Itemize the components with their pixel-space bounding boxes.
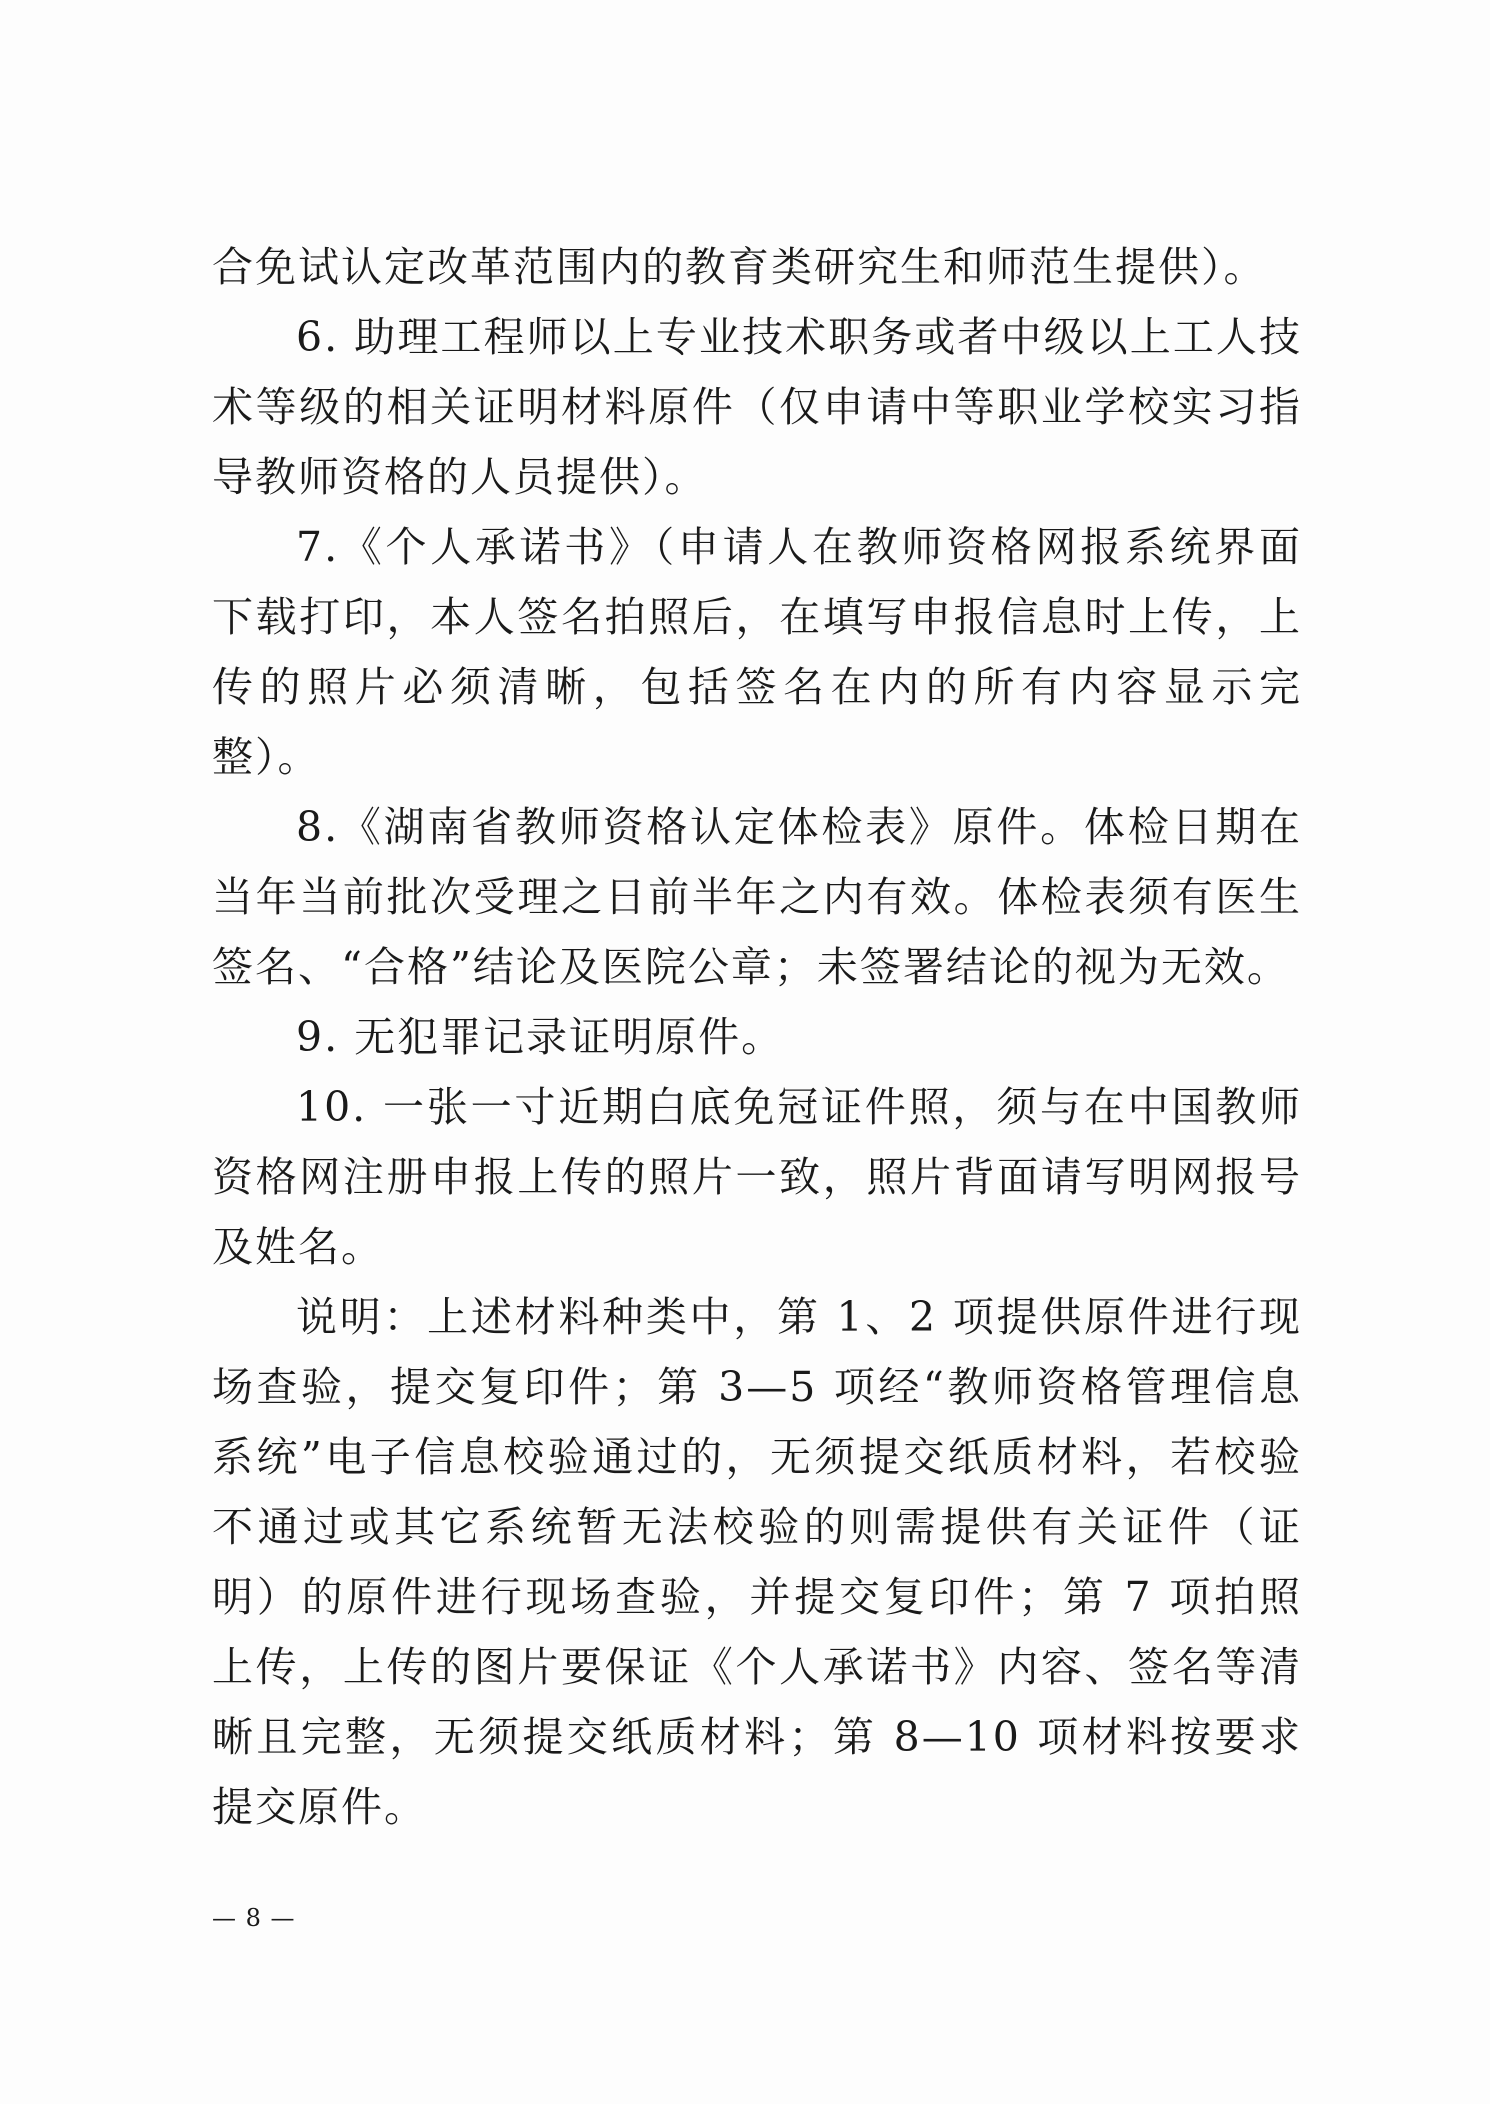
paragraph-item-9: 9. 无犯罪记录证明原件。 bbox=[296, 1013, 785, 1061]
paragraph-note: 说明：上述材料种类中，第 1、2 项提供原件进行现场查验，提交复印件；第 3—5 项经“教师资格管理信息系统”电子信息校验通过的，无须提交纸质材料，若校验不通过或其它系统暂无法校验的则需提供有关证件（证明）的原件进行现场查验，并提交复印件；第 7 项拍照上传，上传的图片要保证《个人承诺书》内容、签名等清晰且完整，无须提交纸质材料；第 8—10 项材料按要求提交原件。 bbox=[212, 1293, 1302, 1831]
paragraph-item-7: 7.《个人承诺书》（申请人在教师资格网报系统界面下载打印，本人签名拍照后，在填写申报信息时上传，上传的照片必须清晰，包括签名在内的所有内容显示完整）。 bbox=[212, 523, 1302, 781]
paragraph-item-10: 10. 一张一寸近期白底免冠证件照，须与在中国教师资格网注册申报上传的照片一致，照片背面请写明网报号及姓名。 bbox=[212, 1083, 1302, 1271]
paragraph-item-6: 6. 助理工程师以上专业技术职务或者中级以上工人技术等级的相关证明材料原件（仅申请中等职业学校实习指导教师资格的人员提供）。 bbox=[212, 313, 1302, 501]
page-number: — 8 — bbox=[212, 1904, 296, 1932]
document-body bbox=[212, 232, 1302, 1842]
paragraph-item-8: 8.《湖南省教师资格认定体检表》原件。体检日期在当年当前批次受理之日前半年之内有效。体检表须有医生签名、“合格”结论及医院公章；未签署结论的视为无效。 bbox=[212, 803, 1302, 991]
paragraph-continuation: 合免试认定改革范围内的教育类研究生和师范生提供）。 bbox=[212, 243, 1267, 291]
